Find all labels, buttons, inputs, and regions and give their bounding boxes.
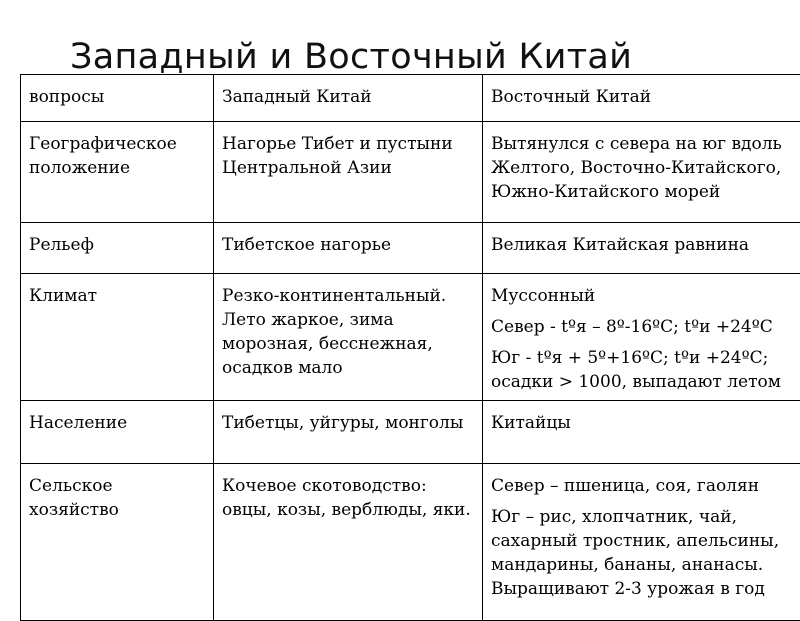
- row-label-relief: Рельеф: [21, 223, 214, 274]
- cell-west-agriculture: Кочевое скотоводство: овцы, козы, верблюды, яки.: [214, 464, 483, 621]
- cell-east-climate-south: Юг - tºя + 5º+16ºС; tºи +24ºС; осадки > 1000, выпадают летом: [491, 346, 800, 394]
- cell-east-geography: [483, 122, 800, 223]
- row-label-agriculture: Сельское хозяйство: [21, 464, 214, 621]
- cell-west-relief: Тибетское нагорье: [214, 223, 483, 274]
- row-label-climate: Климат: [21, 274, 214, 401]
- row-label-geography: Географическое положение: [21, 122, 214, 223]
- table-header-row: [21, 75, 800, 122]
- cell-east-relief-line: Великая Китайская равнина: [491, 233, 800, 257]
- page-title: Западный и Восточный Китай: [70, 37, 632, 77]
- cell-east-agriculture-south: Юг – рис, хлопчатник, чай, сахарный тростник, апельсины, мандарины, бананы, ананасы. Выращивают 2-3 урожая в год: [491, 505, 800, 601]
- header-cell-west: Западный Китай: [214, 75, 483, 122]
- cell-east-agriculture-north: Север – пшеница, соя, гаолян: [491, 474, 800, 498]
- header-cell-east: Восточный Китай: [483, 75, 800, 122]
- cell-east-population: [483, 401, 800, 464]
- cell-west-geography: Нагорье Тибет и пустыни Центральной Азии: [214, 122, 483, 223]
- cell-east-geography-line: Вытянулся с севера на юг вдоль Желтого, Восточно-Китайского, Южно-Китайского морей: [491, 132, 800, 204]
- cell-east-climate-type: Муссонный: [491, 284, 800, 308]
- header-cell-questions: вопросы: [21, 75, 214, 122]
- comparison-table: [20, 74, 800, 621]
- table-row-geography: [21, 122, 800, 223]
- cell-east-population-line: Китайцы: [491, 411, 800, 435]
- row-label-population: Население: [21, 401, 214, 464]
- cell-west-climate: Резко-континентальный. Лето жаркое, зима морозная, бесснежная, осадков мало: [214, 274, 483, 401]
- cell-east-climate-north: Север - tºя – 8º-16ºС; tºи +24ºС: [491, 315, 800, 339]
- table-row-agriculture: [21, 464, 800, 621]
- cell-east-relief: [483, 223, 800, 274]
- cell-east-agriculture: [483, 464, 800, 621]
- table-row-population: [21, 401, 800, 464]
- cell-west-population: Тибетцы, уйгуры, монголы: [214, 401, 483, 464]
- cell-east-climate: [483, 274, 800, 401]
- table-row-climate: [21, 274, 800, 401]
- table-row-relief: [21, 223, 800, 274]
